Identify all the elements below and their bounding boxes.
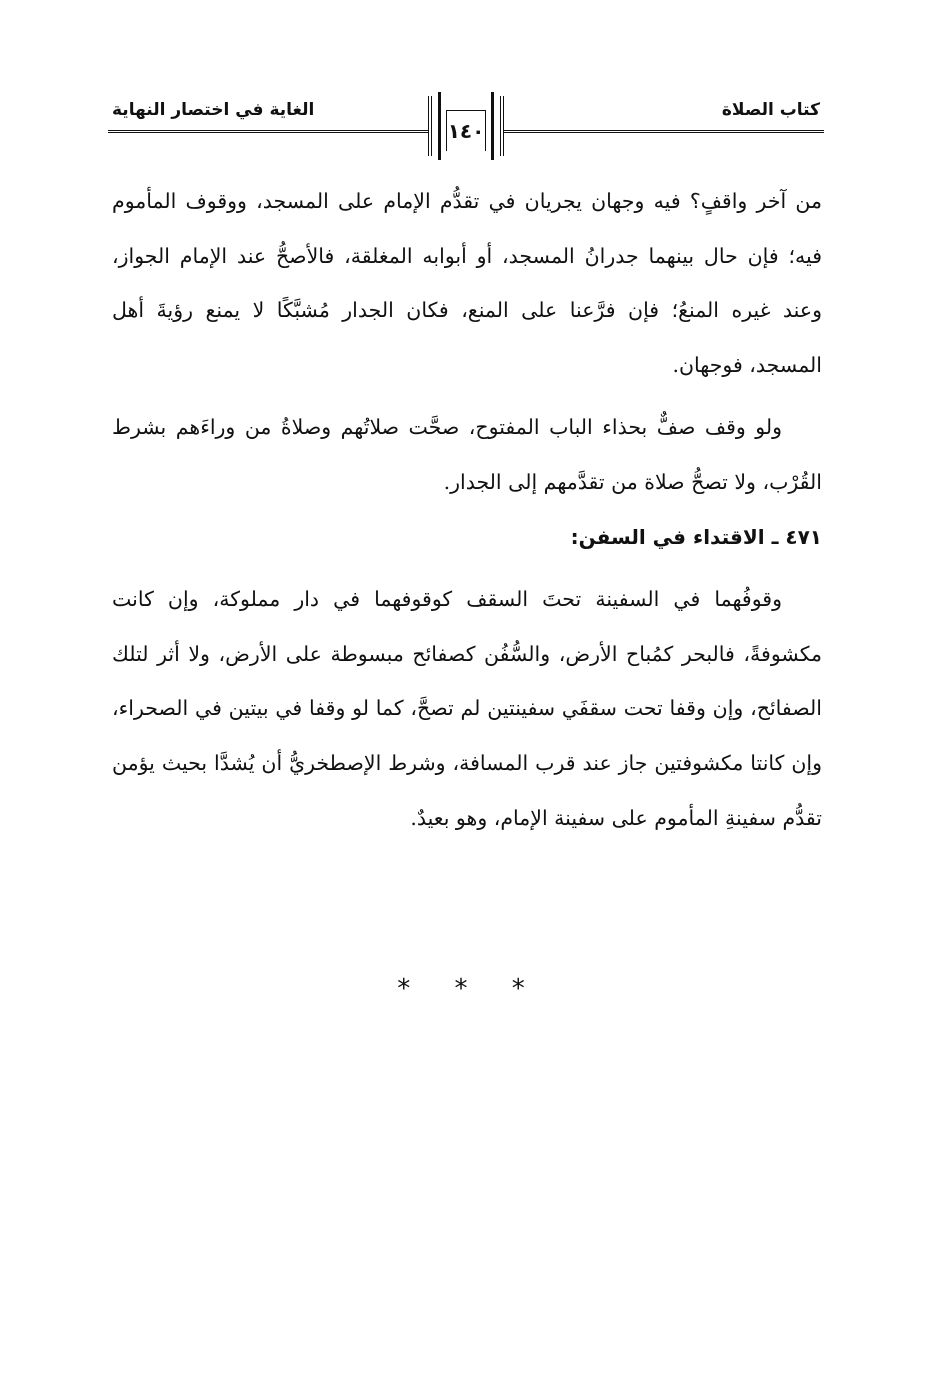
page-body <box>112 174 822 845</box>
body-paragraph-2: ولو وقف صفٌّ بحذاء الباب المفتوح، صحَّت صلاتُهم وصلاةُ من وراءَهم بشرط القُرْب، ولا تصحُّ صلاة من تقدَّمهم إلى الجدار. <box>112 415 822 494</box>
header-rule-right <box>504 130 824 133</box>
page-header <box>108 92 824 162</box>
body-paragraph-1: من آخر واقفٍ؟ فيه وجهان يجريان في تقدُّم الإمام على المسجد، ووقوف المأموم فيه؛ فإن حال بينهما جدرانُ المسجد، أو أبوابه المغلقة، فالأصحُّ عند الإمام الجواز، وعند غيره المنعُ؛ فإن فرَّعنا على المنع، فكان الجدار مُشبَّكًا لا يمنع رؤيةَ أهل المسجد، فوجهان. <box>112 189 822 377</box>
header-rule-left <box>108 130 428 133</box>
section-separator-stars: * * * <box>397 974 543 1004</box>
running-title-chapter: كتاب الصلاة <box>721 100 820 120</box>
page-number-frame <box>428 96 504 156</box>
section-heading: ٤٧١ ـ الاقتداء في السفن: <box>570 524 822 549</box>
running-title-book: الغاية في اختصار النهاية <box>112 100 315 120</box>
body-paragraph-3: وقوفُهما في السفينة تحتَ السقف كوقوفهما في دار مملوكة، وإن كانت مكشوفةً، فالبحر كمُباح الأرض، والسُّفُن كصفائح مبسوطة على الأرض، ولا أثر لتلك الصفائح، وإن وقفا تحت سقفَي سفينتين لم تصحَّ، كما لو وقفا في بيتين في الصحراء، وإن كانتا مكشوفتين جاز عند قرب المسافة، وشرط الإصطخريُّ أن يُشدَّا بحيث يؤمن تقدُّم سفينةِ المأموم على سفينة الإمام، وهو بعيدٌ. <box>112 587 823 830</box>
page-number: ١٤٠ <box>446 110 486 151</box>
